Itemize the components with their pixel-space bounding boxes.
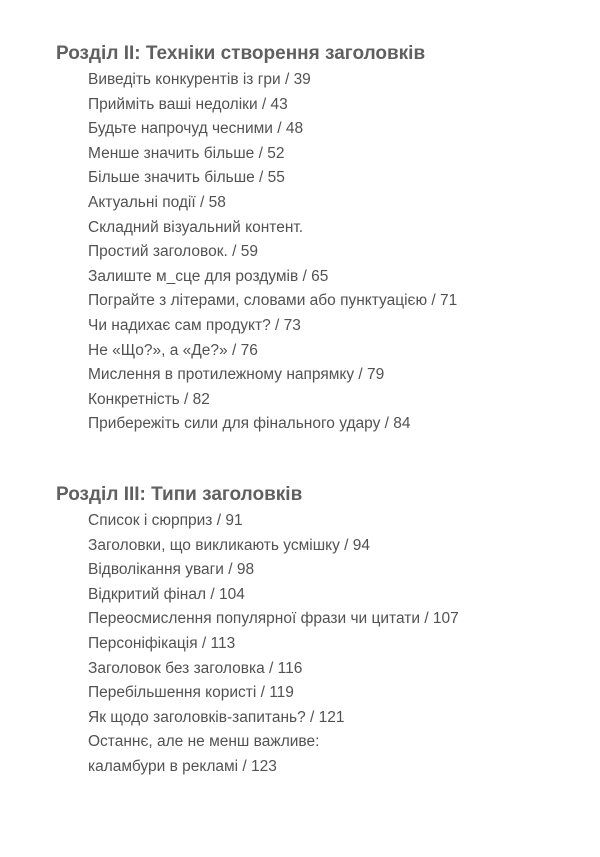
toc-entry: Не «Що?», а «Де?» / 76 [88, 341, 258, 359]
toc-entry: Прийміть ваші недоліки / 43 [88, 95, 288, 113]
toc-entry: Складний візуальний контент. [88, 218, 304, 236]
toc-entry: Заголовки, що викликають усмішку / 94 [88, 536, 370, 554]
toc-entry: Будьте напрочуд чесними / 48 [88, 120, 304, 138]
toc-section-2 [56, 40, 457, 437]
toc-entry: Актуальні події / 58 [88, 193, 226, 211]
section-title: Розділ ІІ: Техніки створення заголовків [56, 43, 426, 64]
toc-entry: Залиште м_сце для роздумів / 65 [88, 267, 329, 285]
toc-entry: Список і сюрприз / 91 [88, 512, 243, 529]
toc-entry: Більше значить більше / 55 [88, 169, 285, 187]
toc-entry: Як щодо заголовків-запитань? / 121 [88, 708, 345, 726]
toc-entry: Конкретність / 82 [88, 390, 210, 408]
toc-entry: Персоніфікація / 113 [88, 634, 236, 652]
toc-section-3 [56, 481, 459, 780]
toc-entry: Менше значить більше / 52 [88, 144, 285, 162]
toc-entry: каламбури в рекламі / 123 [88, 757, 277, 775]
toc-entry: Заголовок без заголовка / 116 [88, 659, 303, 677]
toc-entry: Останнє, але не менш важливе: [88, 733, 320, 751]
toc-list [56, 68, 457, 437]
toc-entry: Мислення в протилежному напрямку / 79 [88, 366, 385, 384]
toc-entry: Простий заголовок. / 59 [88, 243, 258, 261]
toc-entry: Перебільшення користі / 119 [88, 684, 294, 702]
section-title: Розділ ІІІ: Типи заголовків [56, 484, 303, 505]
toc-entry: Пограйте з літерами, словами або пунктуацією / 71 [88, 292, 458, 310]
toc-entry: Відволікання уваги / 98 [88, 561, 255, 579]
toc-entry: Прибережіть сили для фінального удару / 84 [88, 415, 411, 433]
toc-entry: Чи надихає сам продукт? / 73 [88, 316, 301, 334]
toc-entry: Переосмислення популярної фрази чи цитати / 107 [88, 610, 459, 628]
toc-entry: Відкритий фінал / 104 [88, 585, 245, 603]
toc-list [56, 509, 459, 780]
toc-entry: Виведіть конкурентів із гри / 39 [88, 71, 311, 88]
